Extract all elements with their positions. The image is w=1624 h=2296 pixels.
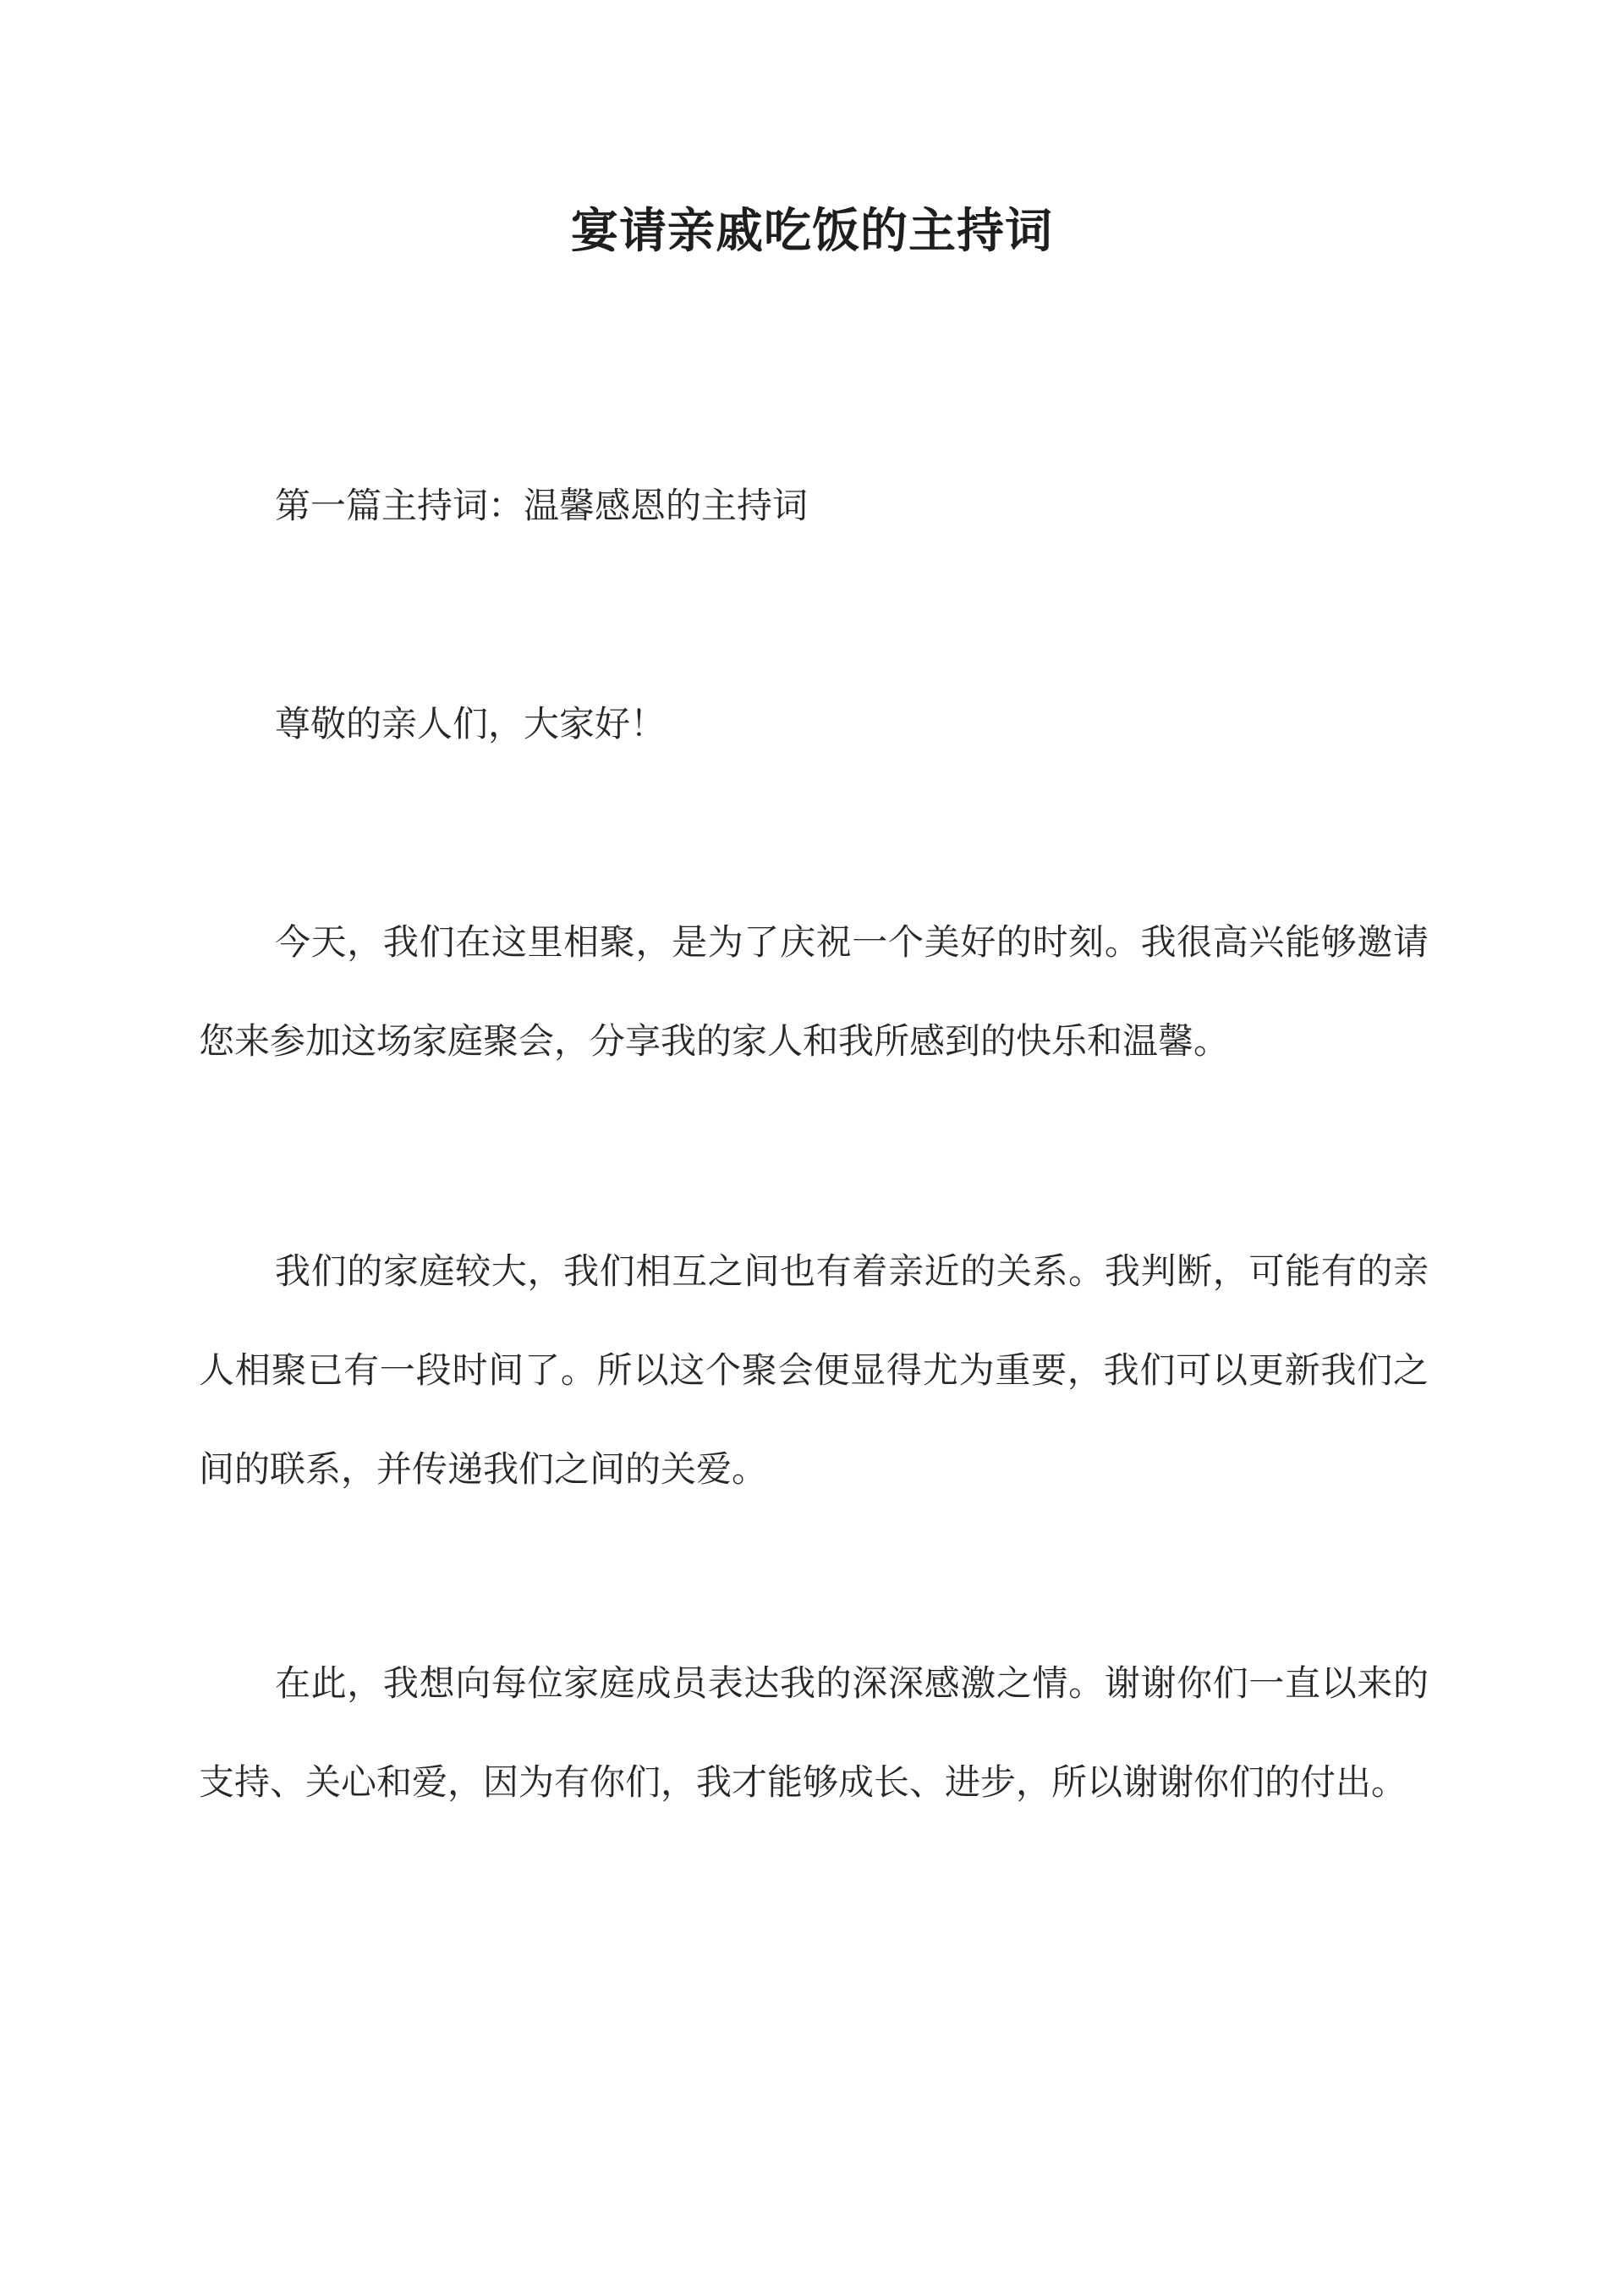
paragraph-family: 我们的家庭较大，我们相互之间也有着亲近的关系。我判断，可能有的亲人相聚已有一段时间了。所以这个聚会便显得尤为重要，我们可以更新我们之间的联系，并传递我们之间的关爱。 xyxy=(199,1250,1429,1490)
document-title: 宴请亲戚吃饭的主持词 xyxy=(571,203,1053,259)
paragraph-gratitude: 在此，我想向每位家庭成员表达我的深深感激之情。谢谢你们一直以来的支持、关心和爱，因为有你们，我才能够成长、进步，所以谢谢你们的付出。 xyxy=(199,1662,1429,1803)
paragraph-greeting: 尊敬的亲人们，大家好！ xyxy=(275,703,667,744)
paragraph-opening: 今天，我们在这里相聚，是为了庆祝一个美好的时刻。我很高兴能够邀请您来参加这场家庭聚会，分享我的家人和我所感到的快乐和温馨。 xyxy=(199,921,1429,1062)
paragraph-section-heading: 第一篇主持词：温馨感恩的主持词 xyxy=(275,485,809,526)
